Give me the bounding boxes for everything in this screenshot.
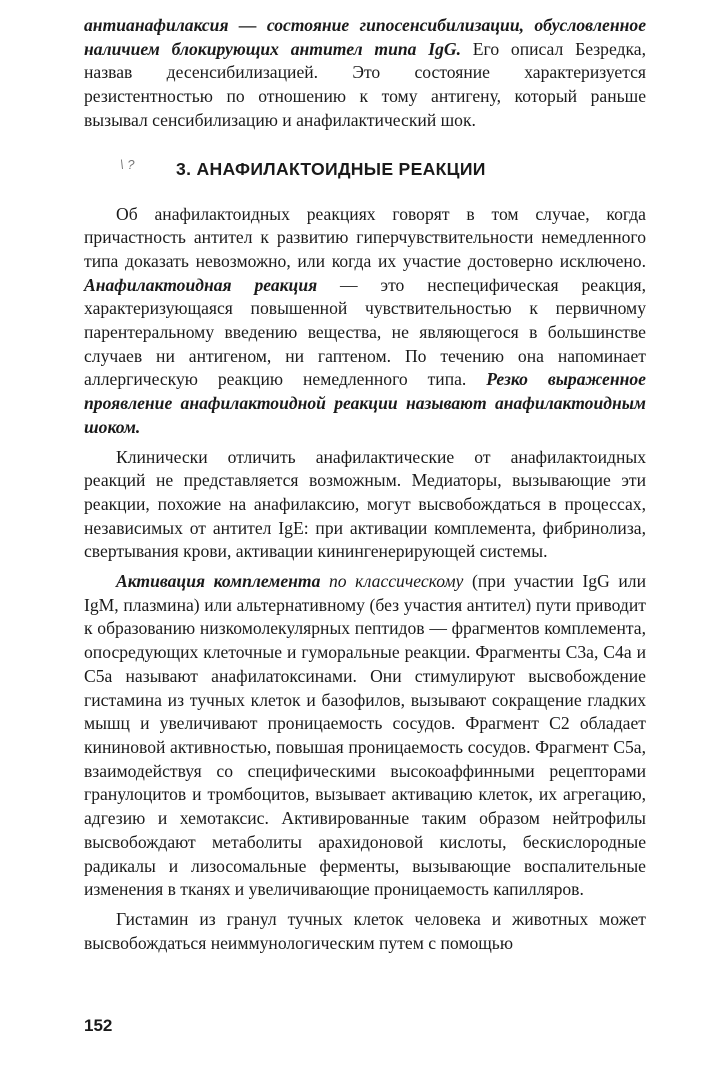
paragraph-3 — [84, 570, 646, 902]
p3-term: Активация комплемента — [116, 571, 321, 592]
paragraph-4: Гистамин из гранул тучных клеток человека и животных может высвобождаться неиммунологическим путем с помощью — [84, 908, 646, 953]
intro-bold-italic: антианафилаксия — состояние гипосенсибилизации, обусловленное наличием блокирующих антител типа IgG. — [84, 15, 646, 59]
section-heading: 3. АНАФИЛАКТОИДНЫЕ РЕАКЦИИ — [176, 158, 486, 179]
page-body — [84, 14, 646, 955]
intro-paragraph — [84, 14, 646, 133]
intro-text: Его описал Безредка, назвав десенсибилизацией. Это состояние характеризуется резистентностью по отношению к тому антигену, который раньше вызывал сенсибилизацию и анафилактический шок. — [84, 38, 646, 130]
paragraph-2: Клинически отличить анафилактические от анафилактоидных реакций не представляется возможным. Медиаторы, вызывающие эти реакции, похожие на анафилаксию, могут высвобождаться в процессах, независимых от антител IgE: при активации комплемента, фибринолиза, свертывания крови, активации кинингенерирующей системы. — [84, 446, 646, 562]
page-number: 152 — [84, 1016, 113, 1035]
paragraph-1 — [84, 203, 646, 440]
p3-text: (при участии IgG или IgM, плазмина) или альтернативному (без участия антител) пути приводит к образованию низкомолекулярных пептидов — фрагментов комплемента, опосредующих клеточные и гуморальные реакции. Фрагменты C3a, C4a и C5a называют анафилатоксинами. Они стимулируют высвобождение гистамина из тучных клеток и базофилов, вызывают сокращение гладких мышц и увеличивают проницаемость сосудов. Фрагмент C2 обладает кининовой активностью, повышая проницаемость сосудов. Фрагмент C5a, взаимодействуя со специфическими высокоаффинными рецепторами гранулоцитов и тромбоцитов, вызывает активацию клеток, их агрегацию, адгезию и хемотаксис. Активированные таким образом нейтрофилы высвобождают метаболиты арахидоновой кислоты, бескислородные радикалы и лизосомальные ферменты, вызывающие воспалительные изменения в тканях и увеличивающие проницаемость капилляров. — [84, 571, 647, 900]
p1-term: Анафилактоидная реакция — [84, 274, 318, 295]
p1-text-b: — это неспецифическая реакция, характеризующаяся повышенной чувствительностью к первичному парентеральному введению вещества, не являющегося в большинстве случаев ни антигеном, ни гаптеном. По течению она напоминает аллергическую реакцию немедленного типа. — [84, 274, 647, 390]
p3-italic: по классическому — [320, 571, 464, 592]
margin-mark: \ ? — [120, 156, 135, 172]
p1-emphasis: Резко выраженное проявление анафилактоидной реакции называют анафилактоидным шоком. — [84, 369, 646, 437]
p1-text-a: Об анафилактоидных реакциях говорят в том случае, когда причастность антител к развитию гиперчувствительности немедленного типа доказать невозможно, или когда их участие достоверно исключено. — [84, 203, 646, 271]
section-heading-row — [84, 153, 646, 203]
